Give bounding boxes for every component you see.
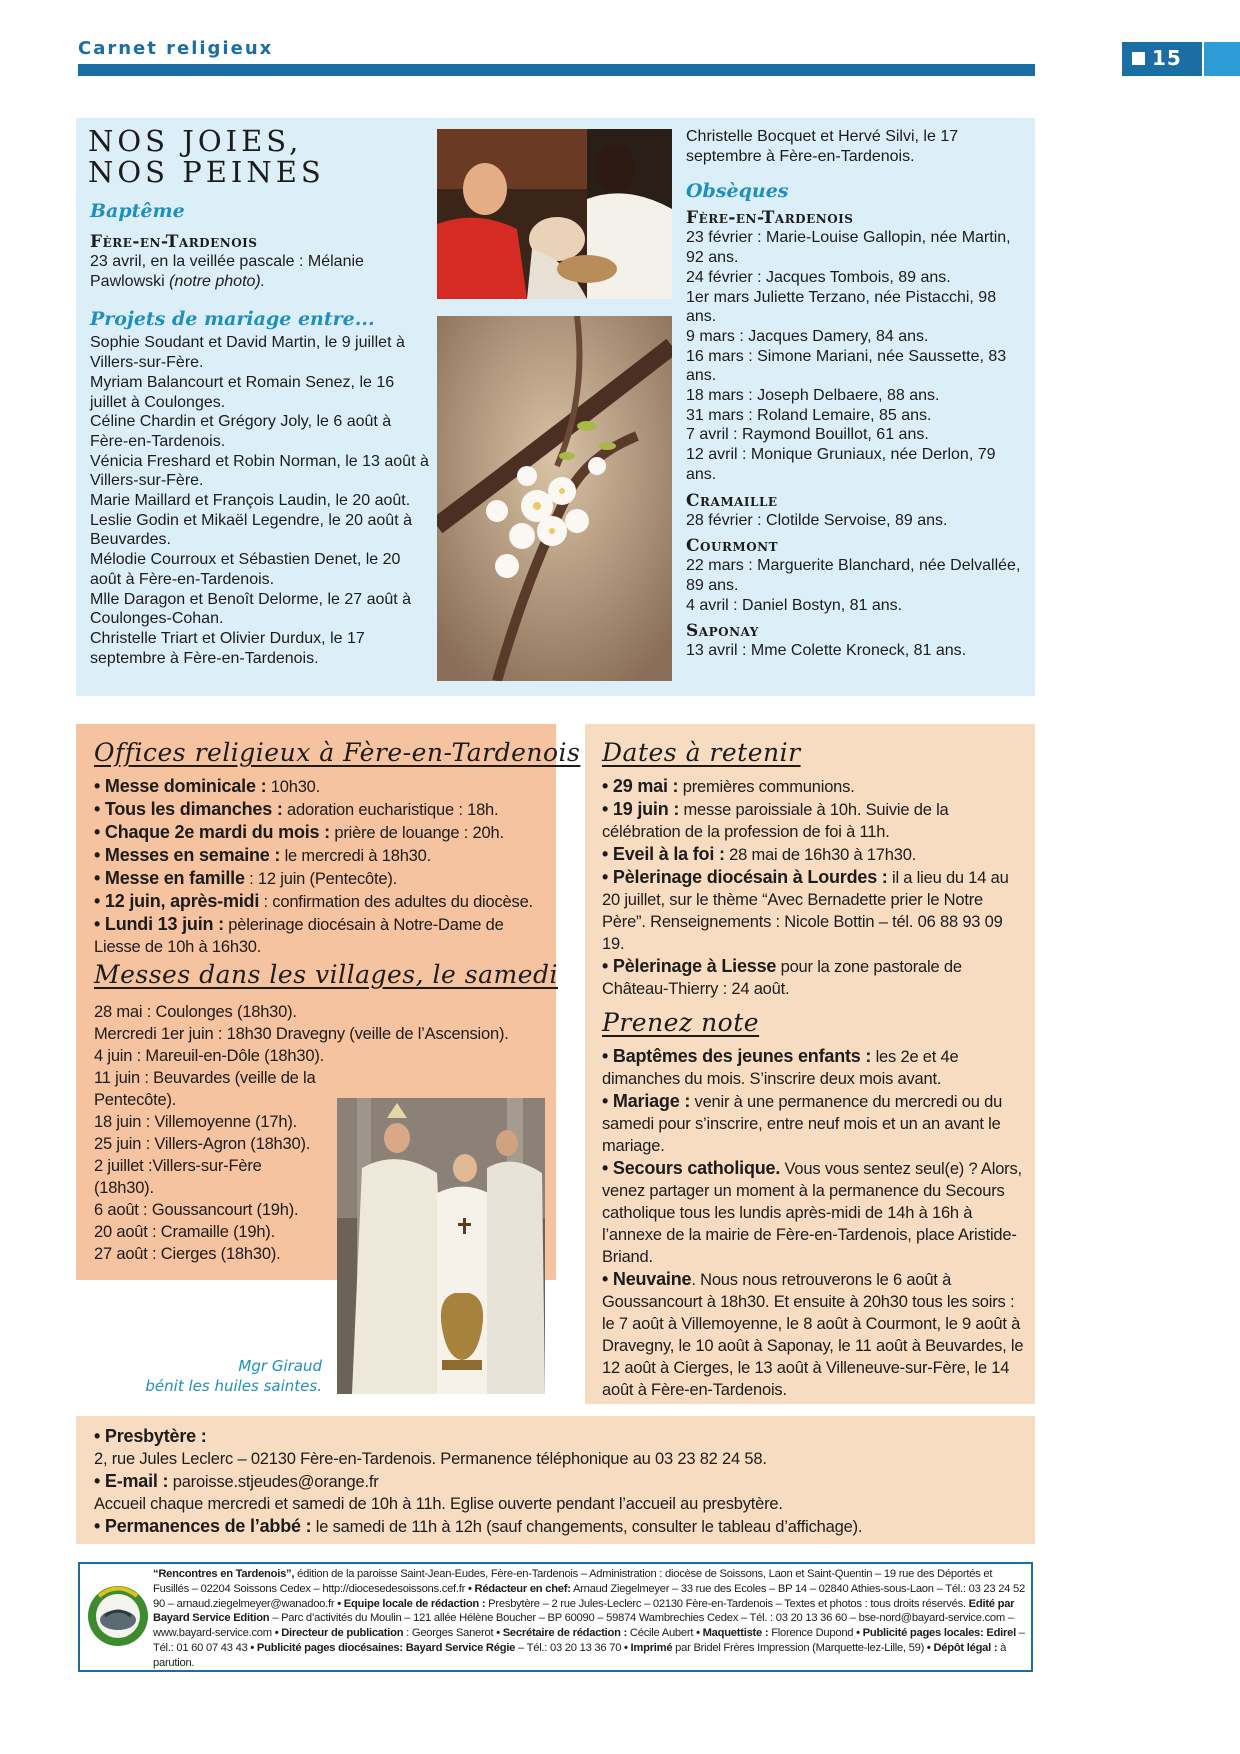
list-item: 7 avril : Raymond Bouillot, 61 ans. — [686, 426, 929, 444]
imprint-text: “Rencontres en Tardenois”, édition de la paroisse Saint-Jean-Eudes, Fère-en-Tardenois – Administration : diocèse de Soissons, Laon et Saint-Quentin – 19 rue des Déportés et Fusillés – 02204 Soissons Cedex – http://diocesedesoissons.cef.fr • Rédacteur en chef: Arnaud Ziegelmeyer – 33 rue des Ecoles – BP 14 – 02840 Athies-sous-Laon – Tél.: 03 23 24 52 90 – arnaud.ziegelmeyer@wanadoo.fr • Equipe locale de rédaction : Presbytère – 2 rue Jules-Leclerc – 02130 Fère-en-Tardenois – Textes et photos : tous droits réservés. Edité par Bayard Service Edition – Parc d’activités du Moulin – 121 allée Hélène Boucher – BP 60090 – 59874 Wambrechies Cedex – Tél. : 03 20 13 36 60 – bse-nord@bayard-service.com – www.bayard-service.com • Directeur de publication : Georges Sanerot • Secrétaire de rédaction : Cécile Aubert • Maquettiste : Florence Dupond • Publicité pages locales: Edirel – Tél.: 01 60 07 43 43 • Publicité pages diocésaines: Bayard Service Régie – Tél.: 03 20 13 36 70 • Imprimé par Bridel Frères Impression (Marquette-lez-Lille, 59) • Dépôt légal : à parution. — [153, 1568, 1025, 1669]
list-item: 16 mars : Simone Mariani, née Saussette, 83 ans. — [686, 347, 1007, 385]
mariage-list — [90, 333, 430, 668]
item-label: • Mariage : — [602, 1091, 691, 1111]
list-item — [94, 890, 554, 913]
dates-heading: Dates à retenir — [602, 738, 801, 767]
item-label: • 19 juin : — [602, 799, 680, 819]
item-text: le mercredi à 18h30. — [280, 847, 432, 865]
item-label: • 29 mai : — [602, 776, 679, 796]
bapteme-entry: 23 avril, en la veillée pascale : Mélanie Pawlowski (notre photo). — [90, 253, 364, 290]
list-item: Vénicia Freshard et Robin Norman, le 13 août à Villers-sur-Fère. — [90, 452, 429, 490]
item-text: adoration eucharistique : 18h. — [282, 801, 499, 819]
list-item: 24 février : Jacques Tombois, 89 ans. — [686, 268, 951, 286]
item-text: : confirmation des adultes du diocèse. — [259, 893, 533, 911]
item-text: 28 mai de 16h30 à 17h30. — [724, 846, 917, 864]
bapteme-town: Fère-en-Tardenois — [90, 232, 258, 252]
list-item: 18 juin : Villemoyenne (17h). — [94, 1113, 298, 1131]
square-icon — [1132, 52, 1145, 65]
list-item — [602, 955, 1022, 1000]
item-text: pour la zone pastorale de Château-Thierry : 24 août. — [602, 958, 962, 998]
obseques-town: Cramaille — [686, 490, 778, 511]
list-item: 28 février : Clotilde Servoise, 89 ans. — [686, 511, 948, 529]
item-label: • Pèlerinage diocésain à Lourdes : — [602, 867, 888, 887]
item-text: venir à une permanence du mercredi ou du samedi pour s’inscrire, entre neuf mois et un an avant le mariage. — [602, 1093, 1003, 1155]
item-label: • Chaque 2e mardi du mois : — [94, 822, 330, 842]
obseques-town: Courmont — [686, 536, 779, 557]
obseques-list — [686, 208, 1026, 661]
bapteme-heading: Baptême — [90, 200, 185, 222]
list-item — [94, 775, 554, 798]
right-column — [686, 127, 1026, 661]
item-label: • Lundi 13 juin : — [94, 914, 224, 934]
prenez-heading: Prenez note — [602, 1008, 760, 1037]
item-text: . Nous nous retrouverons le 6 août à Goussancourt à 18h30. Et ensuite à 20h30 tous les soirs : le 7 août à Villemoyenne, le 8 août à Courmont, le 9 août à Dravegny, le 10 août à Saponay, le 11 août à Beuvardes, le 12 août à Cierges, le 13 août à Villeneuve-sur-Fère, le 14 août à Fère-en-Tardenois. — [602, 1271, 1024, 1399]
list-item — [602, 798, 1022, 843]
item-label: • Messe en famille — [94, 868, 245, 888]
list-item — [94, 821, 554, 844]
list-item: Leslie Godin et Mikaël Legendre, le 20 août à Beuvardes. — [90, 511, 412, 549]
list-item: 13 avril : Mme Colette Kroneck, 81 ans. — [686, 642, 967, 660]
item-label: • Messe dominicale : — [94, 776, 267, 796]
list-item: 27 août : Cierges (18h30). — [94, 1245, 281, 1263]
page-title: NOS JOIES, NOS PEINES — [88, 124, 325, 189]
list-item: Myriam Balancourt et Romain Senez, le 16 juillet à Coulonges. — [90, 373, 395, 411]
item-label: • Pèlerinage à Liesse — [602, 956, 777, 976]
list-item — [602, 866, 1022, 955]
item-text: 10h30. — [266, 778, 321, 796]
list-item: 11 juin : Beuvardes (veille de la Pentecôte). — [94, 1069, 316, 1109]
list-item — [94, 867, 554, 890]
page-number: 15 — [1152, 46, 1182, 70]
obseques-town: Saponay — [686, 621, 759, 642]
list-item: 12 avril : Monique Gruniaux, née Derlon, 79 ans. — [686, 446, 996, 483]
list-item: Marie Maillard et François Laudin, le 20 août. — [90, 492, 411, 510]
list-item — [602, 1268, 1027, 1401]
list-item — [602, 1157, 1027, 1268]
item-text: il a lieu du 14 au 20 juillet, sur le thème “Avec Bernadette prier le Notre Père”. Renseignements : Nicole Bottin – tél. 06 88 93 09 19. — [602, 869, 1009, 953]
imprimvert-logo — [85, 1576, 151, 1654]
item-text: prière de louange : 20h. — [329, 824, 504, 842]
list-item: 6 août : Goussancourt (19h). — [94, 1201, 299, 1219]
list-item — [602, 843, 1022, 866]
list-item: 1er mars Juliette Terzano, née Pistacchi, 98 ans. — [686, 288, 997, 326]
item-text: les 2e et 4e dimanches du mois. S’inscrire deux mois avant. — [602, 1048, 959, 1088]
page-number-badge — [1122, 42, 1202, 76]
obseques-entries — [686, 228, 1026, 484]
item-label: • Tous les dimanches : — [94, 799, 283, 819]
obseques-heading: Obsèques — [686, 180, 789, 203]
item-text: premières communions. — [678, 778, 855, 796]
list-item — [602, 775, 1022, 798]
list-item: 2 juillet :Villers-sur-Fère (18h30). — [94, 1157, 262, 1197]
item-text: Vous vous sentez seul(e) ? Alors, venez partager un moment à la permanence du Secours catholique tous les lundis après-midi de 14h à 16h à l’annexe de la mairie de Fère-en-Tardenois, place Aristide-Briand. — [602, 1160, 1022, 1266]
item-label: • Messes en semaine : — [94, 845, 281, 865]
list-item: Mélodie Courroux et Sébastien Denet, le 20 août à Fère-en-Tardenois. — [90, 551, 401, 588]
item-label: • Secours catholique. — [602, 1158, 781, 1178]
header-rule — [78, 64, 1035, 76]
item-text: pèlerinage diocésain à Notre-Dame de Liesse de 10h à 16h30. — [94, 916, 504, 956]
badge-stripe — [1204, 42, 1240, 76]
list-item: 18 mars : Joseph Delbaere, 88 ans. — [686, 387, 940, 405]
list-item: Mercredi 1er juin : 18h30 Dravegny (veille de l’Ascension). — [94, 1025, 509, 1043]
mariage-continued: Christelle Bocquet et Hervé Silvi, le 17 septembre à Fère-en-Tardenois. — [686, 128, 959, 165]
list-item — [94, 844, 554, 867]
contact-block: • Presbytère : 2, rue Jules Leclerc – 02130 Fère-en-Tardenois. Permanence téléphonique au 03 23 82 24 58. • E-mail : paroisse.stjeudes@orange.fr Accueil chaque mercredi et samedi de 10h à 11h. Eglise ouverte pendant l’accueil au presbytère. • Permanences de l’abbé : le samedi de 11h à 12h (sauf changements, consulter le tableau d’affichage). — [94, 1426, 863, 1536]
list-item: Céline Chardin et Grégory Joly, le 6 août à Fère-en-Tardenois. — [90, 413, 392, 450]
item-text: messe paroissiale à 10h. Suivie de la célébration de la profession de foi à 11h. — [602, 801, 949, 841]
item-text: : 12 juin (Pentecôte). — [244, 870, 398, 888]
list-item: 22 mars : Marguerite Blanchard, née Delvallée, 89 ans. — [686, 557, 1021, 594]
obseques-entries — [686, 511, 1026, 531]
section-title: Carnet religieux — [78, 38, 274, 59]
obseques-entries — [686, 641, 1026, 661]
list-item: 9 mars : Jacques Damery, 84 ans. — [686, 327, 929, 345]
left-column — [90, 200, 430, 668]
list-item — [602, 1045, 1027, 1090]
bapteme-photo — [437, 129, 672, 299]
list-item: Christelle Triart et Olivier Durdux, le 17 septembre à Fère-en-Tardenois. — [90, 629, 365, 667]
list-item: Sophie Soudant et David Martin, le 9 juillet à Villers-sur-Fère. — [90, 334, 405, 372]
item-label: • Neuvaine — [602, 1269, 692, 1289]
list-item: Mlle Daragon et Benoît Delorme, le 27 août à Coulonges-Cohan. — [90, 590, 412, 628]
offices-list — [94, 775, 554, 958]
villages-heading: Messes dans les villages, le samedi — [94, 960, 558, 989]
item-label: • 12 juin, après-midi — [94, 891, 260, 911]
list-item: 31 mars : Roland Lemaire, 85 ans. — [686, 406, 932, 424]
item-label: • Eveil à la foi : — [602, 844, 725, 864]
list-item: 4 avril : Daniel Bostyn, 81 ans. — [686, 596, 903, 614]
list-item: 4 juin : Mareuil-en-Dôle (18h30). — [94, 1047, 325, 1065]
list-item — [94, 913, 554, 958]
prenez-list — [602, 1045, 1027, 1401]
offices-heading: Offices religieux à Fère-en-Tardenois — [94, 738, 581, 767]
obseques-town: Fère-en-Tardenois — [686, 208, 854, 229]
list-item — [602, 1090, 1027, 1157]
photo-caption: Mgr Giraud bénit les huiles saintes. — [145, 1357, 322, 1395]
obseques-entries — [686, 556, 1026, 615]
dates-list — [602, 775, 1022, 1000]
mariage-heading: Projets de mariage entre... — [90, 308, 375, 331]
imprint-box — [78, 1562, 1033, 1672]
list-item: 23 février : Marie-Louise Gallopin, née Martin, 92 ans. — [686, 229, 1011, 267]
email-address[interactable]: paroisse.stjeudes@orange.fr — [168, 1473, 379, 1491]
bishop-photo — [337, 1098, 545, 1394]
list-item: 20 août : Cramaille (19h). — [94, 1223, 275, 1241]
list-item — [94, 798, 554, 821]
list-item: 28 mai : Coulonges (18h30). — [94, 1003, 297, 1021]
list-item: 25 juin : Villers-Agron (18h30). — [94, 1135, 311, 1153]
item-label: • Baptêmes des jeunes enfants : — [602, 1046, 872, 1066]
blossom-photo — [437, 316, 672, 681]
